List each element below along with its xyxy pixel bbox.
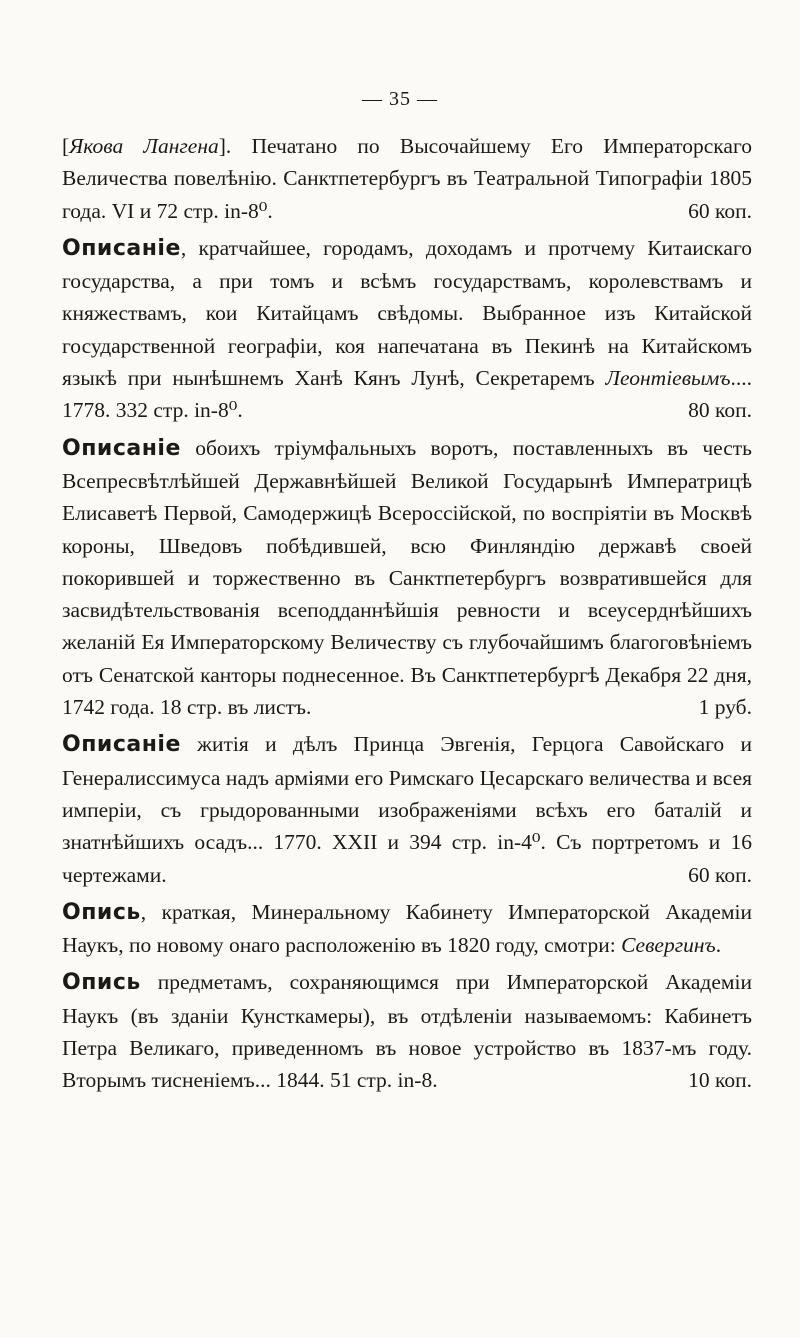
entry-price: 1 руб.	[698, 695, 752, 720]
entry-price: 80 коп.	[688, 398, 752, 423]
entry-text: житія и дѣлъ Принца Эвгенія, Герцога Савойскаго и Генералиссимуса надъ арміями его Римскаго Цесарскаго величества и всея имперіи, съ грыдорованными изображеніями всѣхъ его баталій и знатнѣйшихъ осадъ... 1770. XXII и 394 стр. in-4⁰. Съ портретомъ и 16 чертежами.	[62, 732, 752, 887]
entry-headword: Опись	[62, 970, 141, 996]
catalog-entry	[62, 232, 752, 427]
entry-text: обоихъ тріумфальныхъ воротъ, поставленныхъ въ честь Всепресвѣтлѣйшей Державнѣйшей Великой Государынѣ Императрицѣ Елисаветѣ Первой, Самодержицѣ Всероссійской, по воспріятіи въ Москвѣ короны, Шведовъ побѣдившей, всю Финляндію державѣ своей покорившей и торжественно въ Санктпетербургъ возвратившейся для засвидѣтельствованія всеподданнѣйшія ревности и всеусерднѣйшихъ желаній Ея Императорскому Величеству съ глубочайшимъ благоговѣніемъ отъ Сенатской канторы поднесенное. Въ Санктпетербургѣ Декабря 22 дня, 1742 года. 18 стр. въ листъ.	[62, 435, 752, 720]
catalog-entry	[62, 130, 752, 227]
catalog-entry	[62, 432, 752, 724]
entry-headword: Описаніе	[62, 732, 181, 758]
entry-price: 60 коп.	[688, 862, 752, 887]
entry-headword: Описаніе	[62, 235, 181, 261]
entry-text: , кратчайшее, городамъ, доходамъ и протчему Китаискаго государства, а при томъ и всѣмъ государствамъ, королевствамъ и княжествамъ, кои Китайцамъ свѣдомы. Выбранное изъ Китайской государственной географіи, коя напечатана въ Пекинѣ на Китайскомъ языкѣ при нынѣшнемъ Ханѣ Кянъ Лунѣ, Секретаремъ	[62, 235, 752, 391]
entry-price: 60 коп.	[688, 198, 752, 223]
entry-author: Якова Лангена	[69, 134, 219, 158]
page-number: — 35 —	[362, 88, 438, 110]
entry-text-tail: .	[715, 933, 722, 958]
catalog-entry	[62, 896, 752, 962]
catalog-entries	[62, 130, 752, 1102]
entry-text: ]. Печатано по Высочайшему Его Императорскаго Величества повелѣнію. Санктпетербургъ въ Театральной Типографіи 1805 года. VI и 72 стр. in-8⁰.	[62, 134, 752, 223]
entry-headword: Описаніе	[62, 435, 181, 461]
entry-price: 10 коп.	[688, 1068, 752, 1093]
entry-text-tail: .... 1778. 332 стр. in-8⁰.	[62, 366, 752, 423]
entry-author: Леонтіевымъ	[605, 366, 731, 391]
catalog-entry	[62, 966, 752, 1096]
entry-bracket: [	[62, 134, 70, 158]
entry-headword: Опись	[62, 899, 141, 925]
entry-author: Севергинъ	[621, 933, 716, 958]
entry-text: предметамъ, сохраняющимся при Императорской Академіи Наукъ (въ зданіи Кунсткамеры), въ отдѣленіи называемомъ: Кабинетъ Петра Великаго, приведенномъ въ новое устройство въ 1837-мъ году. Вторымъ тисненіемъ... 1844. 51 стр. in-8.	[62, 970, 752, 1093]
entry-text: , краткая, Минеральному Кабинету Императорской Академіи Наукъ, по новому онаго расположенію въ 1820 году, смотри:	[62, 899, 752, 958]
catalog-entry	[62, 728, 752, 890]
